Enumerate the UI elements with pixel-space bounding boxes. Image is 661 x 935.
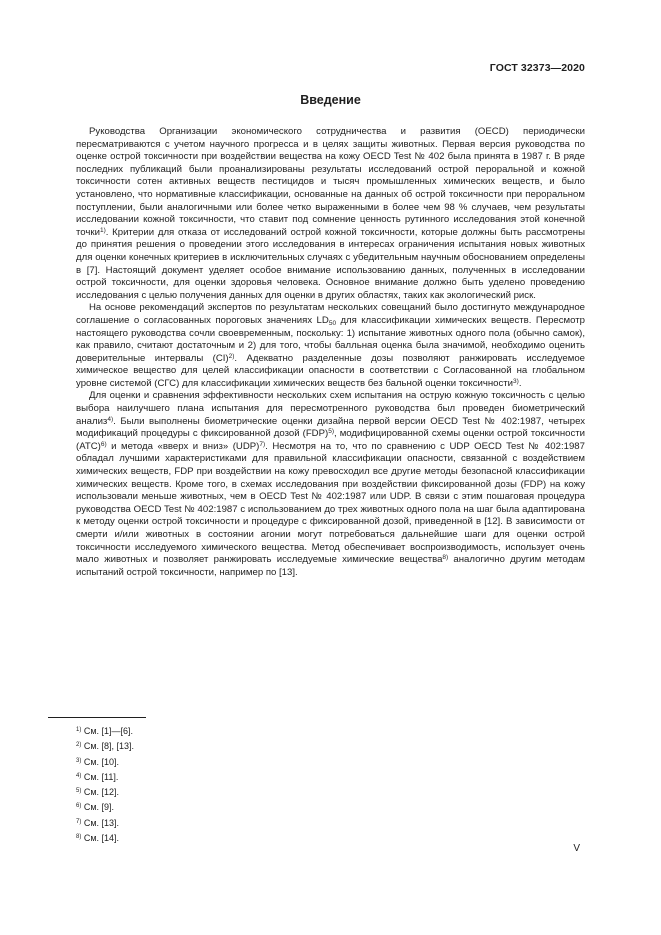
text-run: для классификации химических веществ. Пересмотр настоящего руководства сочли своевременным, поскольку: 1) испытание животных одного пола (обычно самок), как правило, считают достаточным и 2) для того, чтобы балльная оценка была значимой, необходимо оценить доверительные интервалы (CI) bbox=[76, 314, 585, 364]
text-run: , модифицированной схемы оценки острой токсичности (АТС) bbox=[76, 428, 585, 452]
footnote-text: См. [11]. bbox=[81, 771, 119, 782]
footnotes-list bbox=[76, 724, 134, 846]
footnote bbox=[76, 831, 134, 846]
footnote bbox=[76, 739, 134, 754]
footnote-text: См. [8], [13]. bbox=[81, 741, 135, 752]
standard-designation: ГОСТ 32373—2020 bbox=[489, 62, 585, 74]
footnote-text: См. [9]. bbox=[81, 802, 115, 813]
footnote-mark: 3) bbox=[76, 757, 82, 764]
text-run: . Адекватно разделенные дозы позволяют ранжировать исследуемое химическое вещество для целей классификации опасности в соответствии с Согласованной на глобальном уровне системой (СГС) для классификации химических веществ без бальной оценки токсичности bbox=[76, 352, 585, 389]
footnote-ref: 4) bbox=[107, 415, 114, 423]
footnote bbox=[76, 755, 134, 770]
text-run: Руководства Организации экономического сотрудничества и развития (OECD) периодически пересматриваются с учетом научного прогресса и в целях защиты животных. Первая версия руководства по оценке острой токсичности при воздействии вещества на кожу OECD Test № 402 была принята в 1987 г. В ряде последних публикаций были проанализированы результаты исследований острой пероральной и кожной токсичности сотен активных веществ пестицидов и тысяч промышленных химических веществ, и было установлено, что нормативные классификации, основанные на данных об острой токсичности при пероральном поступлении, были аналогичными или более четко выраженными в более чем 98 % случаев, чем результаты исследовании кожной токсичности, что ставит под сомнение ценность рутинного исследования этой конечной точки bbox=[76, 126, 585, 238]
footnote-ref: 8) bbox=[442, 554, 449, 562]
footnote bbox=[76, 816, 134, 831]
text-run: и метода «вверх и вниз» (UDP) bbox=[106, 440, 260, 452]
footnote-ref: 7) bbox=[259, 440, 266, 448]
footnote-ref: 2) bbox=[228, 352, 235, 360]
footnote-ref: 5) bbox=[328, 428, 334, 436]
text-run: . bbox=[518, 377, 522, 389]
page-number: V bbox=[573, 843, 580, 854]
footnote-text: См. [14]. bbox=[81, 833, 120, 844]
footnote-ref: 3) bbox=[513, 377, 519, 385]
paragraph-2 bbox=[76, 302, 585, 390]
footnote-text: См. [13]. bbox=[81, 817, 120, 828]
footnote-ref: 6) bbox=[100, 440, 107, 448]
footnote-ref: 1) bbox=[99, 226, 106, 234]
footnote-mark: 7) bbox=[76, 818, 82, 825]
footnote bbox=[76, 770, 134, 785]
footnote-mark: 2) bbox=[76, 742, 82, 749]
footnote bbox=[76, 724, 134, 739]
subscript: 50 bbox=[328, 319, 337, 327]
footnote-mark: 4) bbox=[76, 772, 82, 779]
text-run: Для оценки и сравнения эффективности нескольких схем испытания на острую кожную токсичность с целью выбора наилучшего плана испытания для пересмотренного руководства был проведен биометрический анализ bbox=[76, 390, 585, 427]
footnote-mark: 5) bbox=[76, 788, 82, 795]
footnote-mark: 8) bbox=[76, 834, 82, 841]
footnote-divider bbox=[48, 717, 146, 718]
footnote bbox=[76, 800, 134, 815]
text-run: . Несмотря на то, что по сравнению с UDP OECD Test № 402:1987 обладал лучшими характеристиками для правильной классификации опасности, связанной с воздействием химических веществ, FDP при воздействии на кожу превосходил все другие методы безопасной классификации химических веществ. Кроме того, в схемах исследования при воздействии фиксированной дозы (FDP) на кожу использовали меньше животных, чем в OECD Test № 402:1987 или UDP. В связи с этим пошаговая процедура руководства OECD Test № 402:1987 с использованием до трех животных одного пола на шаг была адаптирована к методу оценки острой токсичности и процедуре с фиксированной дозой, приведенной в [12]. В зависимости от смерти и/или животных в состоянии агонии могут потребоваться дальнейшие шаги для оценки острой токсичности исследуемого химического вещества. Метод обеспечивает воспроизводимость, использует очень мало животных и позволяет ранжировать исследуемые химические вещества bbox=[76, 440, 585, 566]
section-title: Введение bbox=[300, 93, 361, 107]
footnote-text: См. [12]. bbox=[81, 787, 120, 798]
footnote bbox=[76, 785, 134, 800]
text-run: . Были выполнены биометрические оценки дизайна первой версии OECD Test № 402:1987, четырех модификаций процедуры с фиксированной дозой (FDP) bbox=[76, 415, 585, 440]
footnote-text: См. [10]. bbox=[81, 756, 120, 767]
footnote-mark: 6) bbox=[76, 803, 82, 810]
footnote-mark: 1) bbox=[76, 727, 82, 733]
body-text bbox=[76, 126, 585, 579]
paragraph-3 bbox=[76, 390, 585, 579]
text-run: . Критерии для отказа от исследований острой кожной токсичности, которые должны быть рассмотрены до принятия решения о проведении этого исследования в интересах ограничения испытания новых животных для оценки конечных критериев в исключительных случаях с убедительным научным обоснованием определены в [7]. Настоящий документ уделяет особое внимание использованию данных, полученных в исследовании острой токсичности, для оценки здоровья человека. Основное внимание должно быть уделено проведению исследования с целью получения данных для оценки в других областях, таких как экологический риск. bbox=[76, 226, 585, 301]
paragraph-1 bbox=[76, 126, 585, 302]
text-run: На основе рекомендаций экспертов по результатам нескольких совещаний было достигнуто международное соглашение о согласованных пороговых значениях LD bbox=[76, 302, 585, 326]
footnote-text: См. [1]—[6]. bbox=[81, 726, 134, 736]
text-run: аналогично другим методам испытаний острой токсичности, например по [13]. bbox=[76, 554, 585, 578]
